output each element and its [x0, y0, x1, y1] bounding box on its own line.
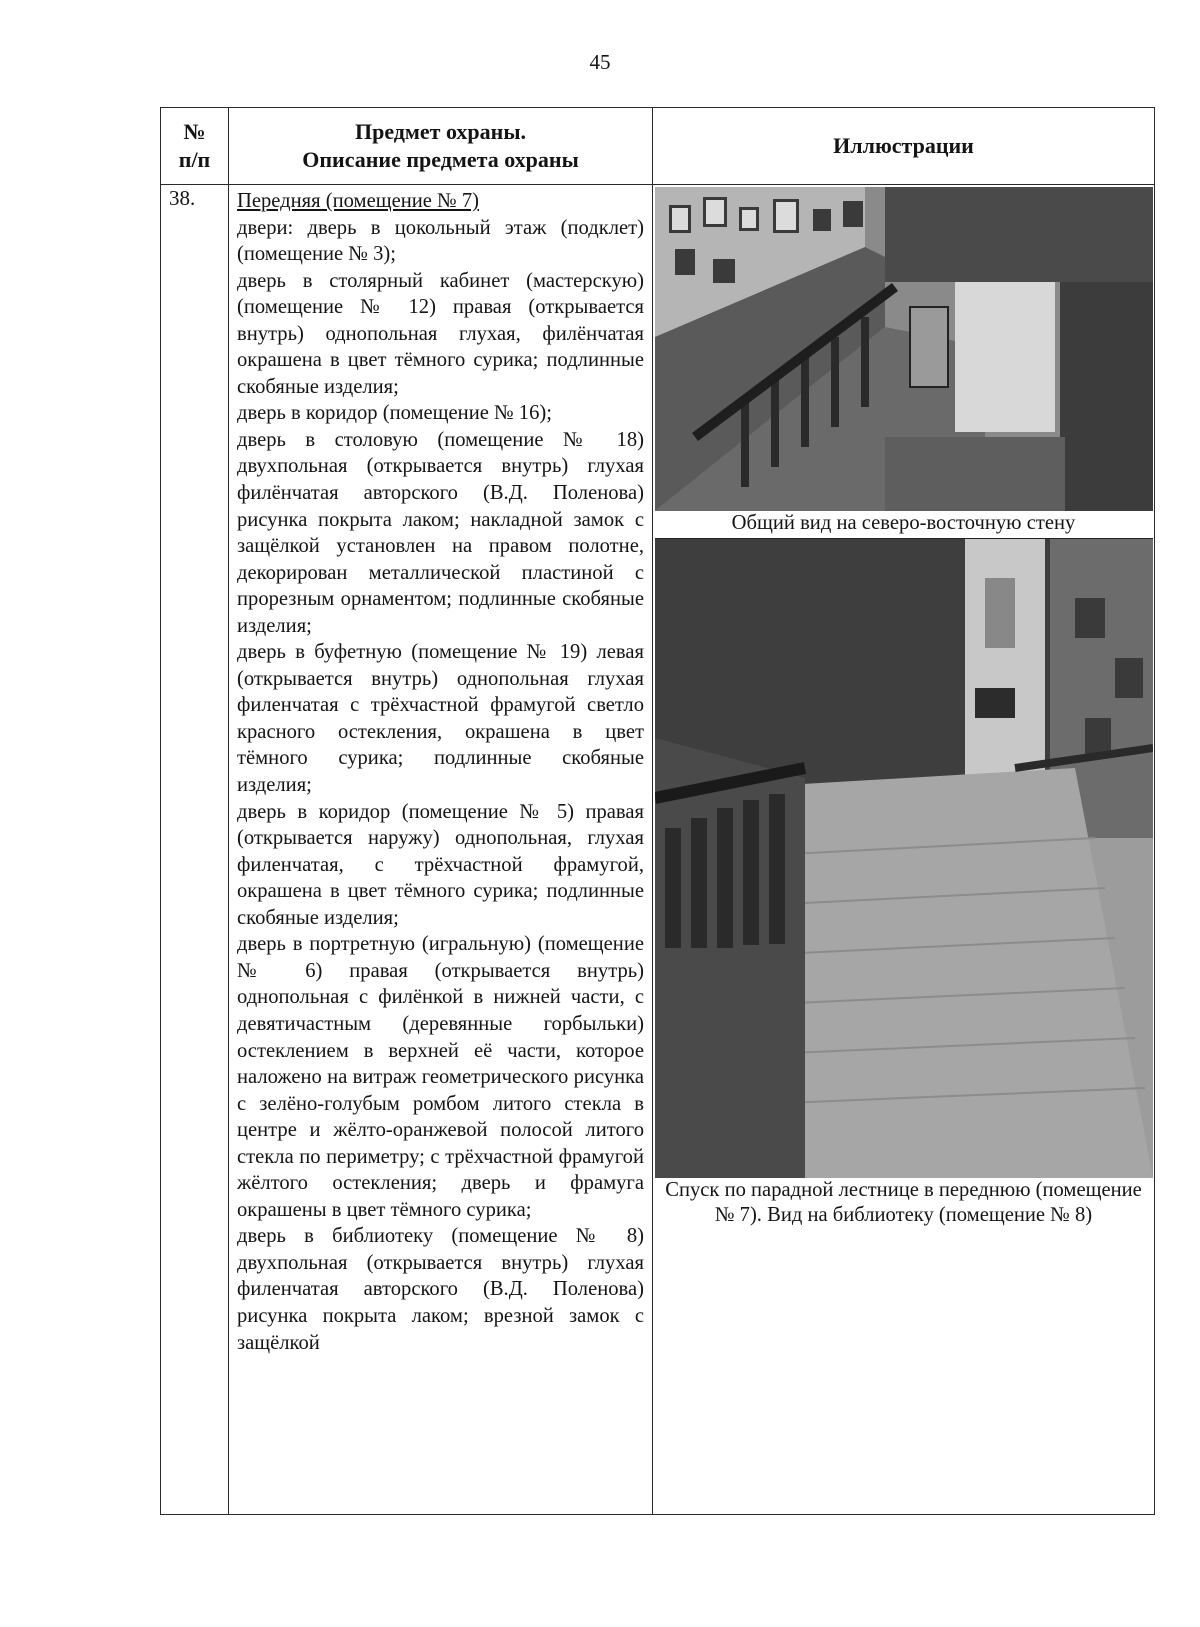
door-paragraph: дверь в библиотеку (помещение № 8) двухпольная (открывается внутрь) глухая филенчатая авторского (В.Д. Поленова) рисунка покрыта лаком; врезной замок с защёлкой	[237, 1225, 644, 1354]
header-illustrations: Иллюстрации	[653, 108, 1155, 185]
photo-stair-hall-northeast-wall	[655, 187, 1153, 511]
protection-table	[160, 107, 1155, 1515]
description-cell	[229, 185, 653, 1515]
row-number: 38.	[161, 185, 229, 1515]
door-paragraph: дверь в портретную (игральную) (помещение № 6) правая (открывается внутрь) однопольная с филёнкой в нижней части, с девятичастным (деревянные горбыльки) остеклением в верхней её части, которое наложено на витраж геометрического рисунка с зелёно-голубым ромбом литого стекла в центре и жёлто-оранжевой полосой литого стекла по периметру; с трёхчастной фрамугой жёлтого остекления; дверь и фрамуга окрашены в цвет тёмного сурика;	[237, 933, 644, 1221]
header-num: № п/п	[161, 108, 229, 185]
door-paragraph: дверь в столовую (помещение № 18) двухпольная (открывается внутрь) глухая филёнчатая авторского (В.Д. Поленова) рисунка покрыта лаком; накладной замок с защёлкой установлен на правом полотне, декорирован металлической пластиной с прорезным орнаментом; подлинные скобяные изделия;	[237, 428, 644, 637]
table-header-row	[161, 108, 1155, 185]
door-paragraph: двери: дверь в цокольный этаж (подклет) (помещение № 3);	[237, 216, 644, 266]
illustrations-cell	[653, 185, 1155, 1515]
room-heading: Передняя (помещение № 7)	[237, 190, 480, 212]
table-row	[161, 185, 1155, 1515]
header-subject: Предмет охраны. Описание предмета охраны	[229, 108, 653, 185]
photo-caption: Спуск по парадной лестнице в переднюю (помещение № 7). Вид на библиотеку (помещение № 8)	[665, 1179, 1142, 1226]
door-paragraph: дверь в столярный кабинет (мастерскую) (помещение № 12) правая (открывается внутрь) однопольная глухая, филёнчатая окрашена в цвет тёмного сурика; подлинные скобяные изделия;	[237, 269, 644, 398]
page-number: 45	[589, 50, 611, 74]
photo-caption: Общий вид на северо-восточную стену	[731, 512, 1076, 534]
door-paragraph: дверь в коридор (помещение № 16);	[237, 402, 552, 425]
door-paragraph: дверь в буфетную (помещение № 19) левая (открывается внутрь) однопольная глухая филенчатая с трёхчастной фрамугой светло красного остекления, окрашена в цвет тёмного сурика; подлинные скобяные изделия;	[237, 641, 644, 797]
photo-staircase-descent	[655, 538, 1153, 1178]
door-paragraph: дверь в коридор (помещение № 5) правая (открывается наружу) однопольная, глухая филенчатая, с трёхчастной фрамугой, окрашена в цвет тёмного сурика; подлинные скобяные изделия;	[237, 800, 644, 929]
